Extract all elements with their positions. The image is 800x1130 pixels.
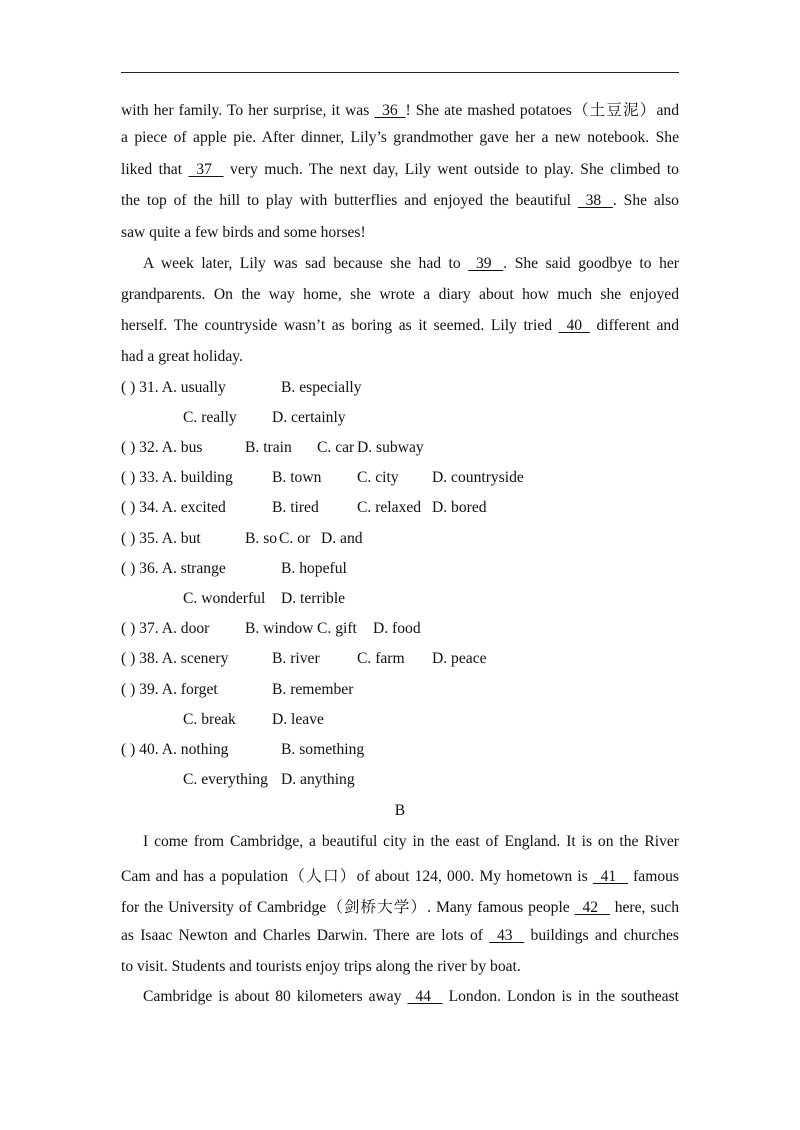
passage-b-line-5: to visit. Students and tourists enjoy trips along the river by boat. [121,958,521,975]
header-rule [121,72,679,73]
passage-a-line-8: herself. The countryside wasn’t as boring as it seemed. Lily tried 40 different and [121,317,679,334]
passage-b-line-4: as Isaac Newton and Charles Darwin. There are lots of 43 buildings and churches [121,927,679,944]
passage-a-line-4: the top of the hill to play with butterflies and enjoyed the beautiful 38 . She also [121,192,679,209]
blank-39[interactable]: 39 [468,255,504,272]
passage-a-line-3: liked that 37 very much. The next day, Lily went outside to play. She climbed to [121,161,679,178]
blank-37[interactable]: 37 [188,161,224,178]
passage-a-line-2: a piece of apple pie. After dinner, Lily’s grandmother gave her a new notebook. She [121,129,679,146]
section-b-title: B [394,802,406,819]
passage-b-line-2: Cam and has a population（人口）of about 124, 000. My hometown is 41 famous [121,868,679,885]
passage-a-line-9: had a great holiday. [121,348,243,365]
blank-42[interactable]: 42 [574,899,610,916]
blank-38[interactable]: 38 [577,192,613,209]
passage-b-line-3: for the University of Cambridge（剑桥大学）. Many famous people 42 here, such [121,899,679,916]
passage-a-line-5: saw quite a few birds and some horses! [121,224,366,241]
passage-a-line-1: with her family. To her surprise, it was 36 ! She ate mashed potatoes（土豆泥）and [121,102,679,119]
passage-a-line-7: grandparents. On the way home, she wrote a diary about how much she enjoyed [121,286,679,303]
passage-b-line-6: Cambridge is about 80 kilometers away 44 London. London is in the southeast [143,988,679,1005]
blank-44[interactable]: 44 [407,988,443,1005]
blank-40[interactable]: 40 [558,317,590,334]
blank-43[interactable]: 43 [489,927,525,944]
blank-36[interactable]: 36 [374,102,406,119]
passage-a-line-6: A week later, Lily was sad because she had to 39 . She said goodbye to her [143,255,679,272]
passage-b-line-1: I come from Cambridge, a beautiful city in the east of England. It is on the River [143,833,679,850]
blank-41[interactable]: 41 [592,868,628,885]
